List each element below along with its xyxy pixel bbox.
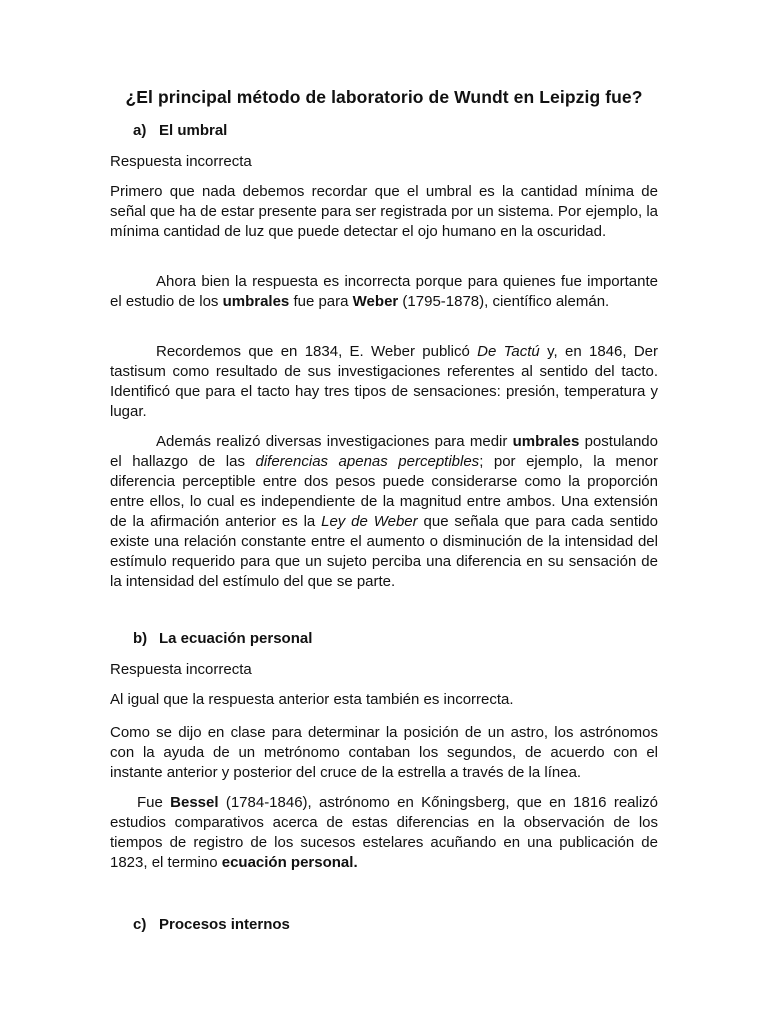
section-a-paragraph-4: Además realizó diversas investigaciones para medir umbrales postulando el hallazgo de las diferencias apenas perceptibles; por ejemplo, la menor diferencia perceptible entre dos pesos puede considerarse como la proporción entre ellos, lo cual es independiente de la magnitud entre ambos. Una extensión de la afirmación anterior es la Ley de Weber que señala que para cada sentido existe una relación constante entre el aumento o disminución de la intensidad del estímulo requerido para que un sujeto perciba una diferencia en su sensación de la intensidad del estímulo del que se parte. — [110, 433, 659, 590]
section-b-heading — [133, 630, 312, 647]
document-title: ¿El principal método de laboratorio de Wundt en Leipzig fue? — [125, 87, 643, 107]
section-b-letter: b) — [133, 630, 148, 647]
section-b-title: La ecuación personal — [159, 630, 313, 647]
section-a-heading — [133, 122, 227, 139]
section-c-letter: c) — [133, 916, 147, 933]
section-b-paragraph-3: Fue Bessel (1784-1846), astrónomo en Kőningsberg, que en 1816 realizó estudios comparativos acerca de estas diferencias en la observación de los tiempos de registro de los sucesos estelares acuñando en una publicación de 1823, el termino ecuación personal. — [110, 794, 659, 871]
section-c-heading — [133, 916, 290, 933]
section-a-paragraph-3: Recordemos que en 1834, E. Weber publicó De Tactú y, en 1846, Der tastisum como resultado de sus investigaciones referentes al sentido del tacto. Identificó que para el tacto hay tres tipos de sensaciones: presión, temperatura y lugar. — [110, 343, 659, 420]
section-b-paragraph-2: Como se dijo en clase para determinar la posición de un astro, los astrónomos con la ayuda de un metrónomo contaban los segundos, de acuerdo con el instante anterior y posterior del cruce de la estrella a través de la línea. — [110, 724, 658, 781]
section-a-paragraph-1: Primero que nada debemos recordar que el umbral es la cantidad mínima de señal que ha de estar presente para ser registrada por un sistema. Por ejemplo, la mínima cantidad de luz que puede detectar el ojo humano en la oscuridad. — [110, 183, 658, 240]
section-a-title: El umbral — [159, 122, 228, 139]
section-b-paragraph-1: Al igual que la respuesta anterior esta también es incorrecta. — [110, 691, 514, 708]
section-a-status: Respuesta incorrecta — [110, 153, 252, 170]
section-a-letter: a) — [133, 122, 147, 139]
section-b-status: Respuesta incorrecta — [110, 661, 252, 678]
section-c-title: Procesos internos — [159, 916, 290, 933]
section-a-paragraph-2: Ahora bien la respuesta es incorrecta porque para quienes fue importante el estudio de los umbrales fue para Weber (1795-1878), científico alemán. — [110, 273, 658, 310]
